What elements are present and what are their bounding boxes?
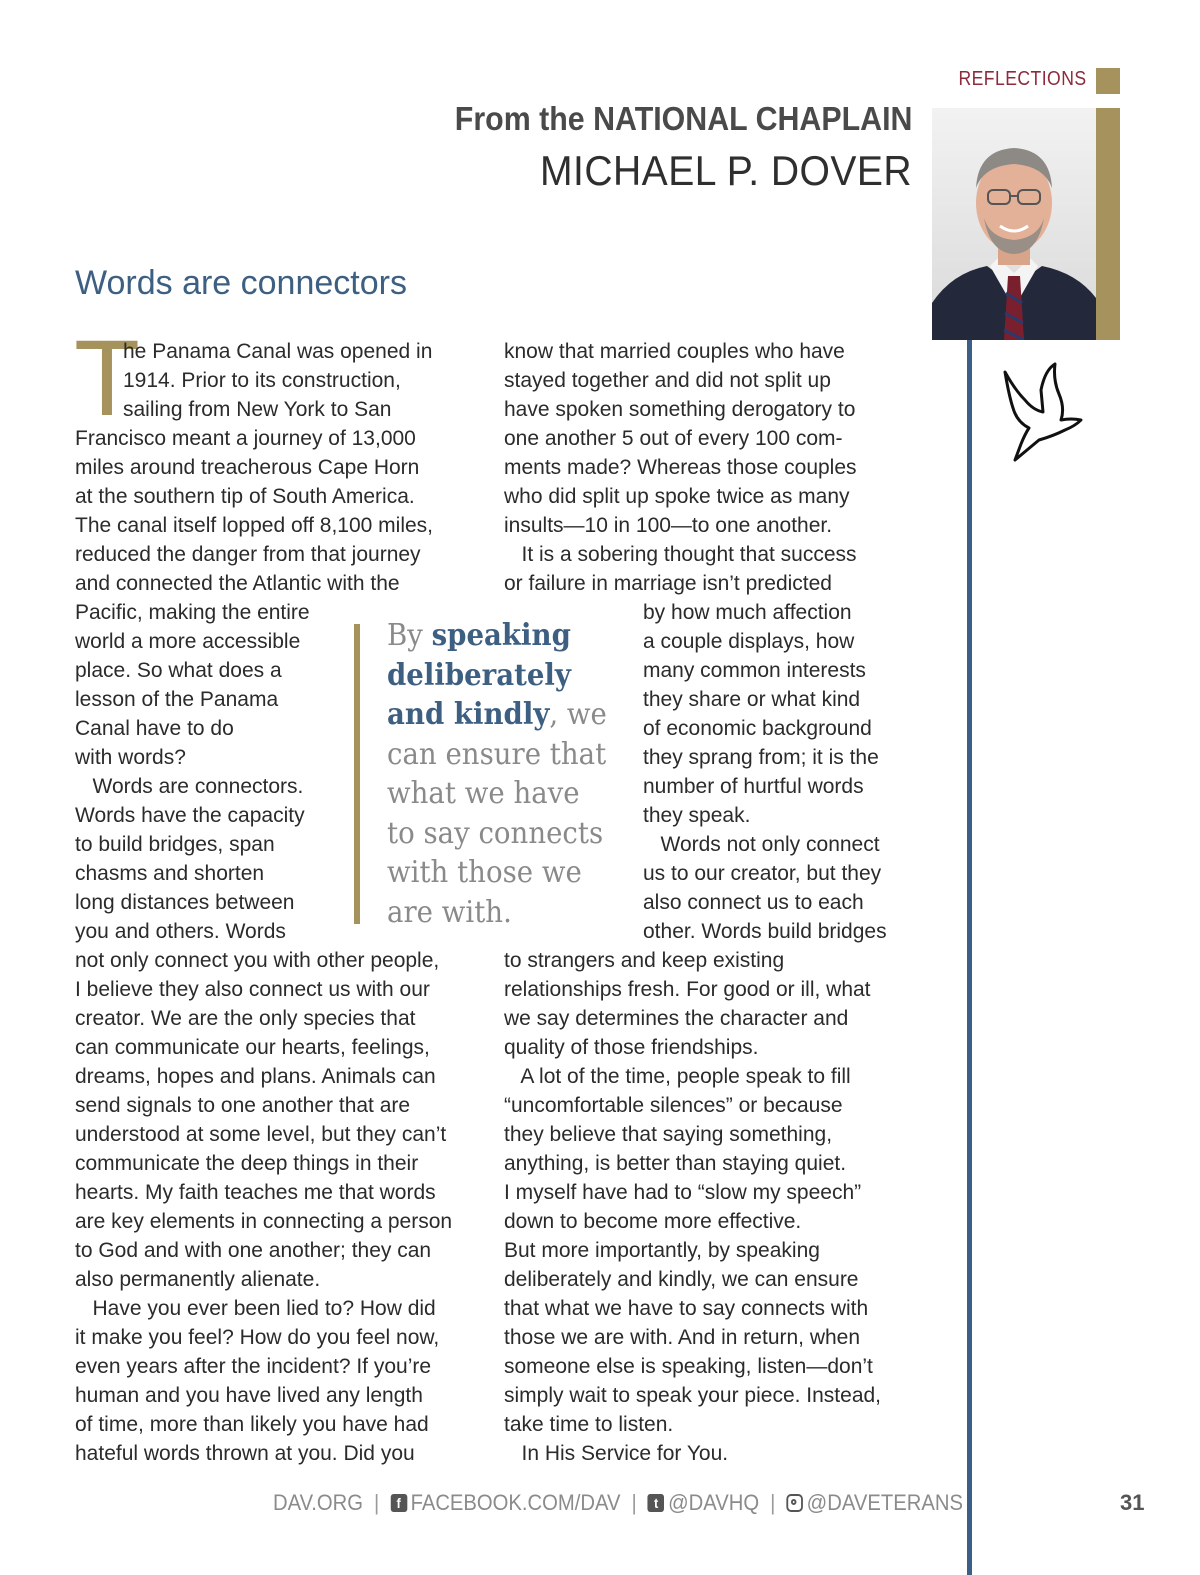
text-line: ments made? Whereas those couples xyxy=(504,456,857,479)
text-line: hateful words thrown at you. Did you xyxy=(75,1442,415,1465)
text-line: human and you have lived any length xyxy=(75,1384,423,1407)
text-line: who did split up spoke twice as many xyxy=(504,485,850,508)
text-line: A lot of the time, people speak to fill xyxy=(504,1065,851,1088)
text-line: someone else is speaking, listen—don’t xyxy=(504,1355,873,1378)
text-line: have spoken something derogatory to xyxy=(504,398,856,421)
text-line: 1914. Prior to its construction, xyxy=(123,369,401,392)
text-line: even years after the incident? If you’re xyxy=(75,1355,432,1378)
text-line: “uncomfortable silences” or because xyxy=(504,1094,843,1117)
text-line: they believe that saying something, xyxy=(504,1123,833,1146)
pull-quote-text: with those we xyxy=(387,855,582,890)
text-line: It is a sobering thought that success xyxy=(504,543,857,566)
section-marker xyxy=(1096,68,1120,94)
text-line: those we are with. And in return, when xyxy=(504,1326,861,1349)
text-line: us to our creator, but they xyxy=(643,862,882,885)
site-link[interactable]: DAV.ORG xyxy=(273,1490,363,1515)
text-line: by how much affection xyxy=(643,601,852,624)
text-line: dreams, hopes and plans. Animals can xyxy=(75,1065,436,1088)
text-line: hearts. My faith teaches me that words xyxy=(75,1181,436,1204)
text-line: lesson of the Panama xyxy=(75,688,279,711)
text-line: not only connect you with other people, xyxy=(75,949,440,972)
text-line: Words not only connect xyxy=(643,833,880,856)
text-line: Words are connectors. xyxy=(75,775,304,798)
text-line: you and others. Words xyxy=(75,920,286,943)
text-line: of time, more than likely you have had xyxy=(75,1413,429,1436)
text-line: insults—10 in 100—to one another. xyxy=(504,514,833,537)
footer-separator: | xyxy=(631,1490,637,1515)
text-line: with words? xyxy=(75,746,186,769)
text-line: The canal itself lopped off 8,100 miles, xyxy=(75,514,433,537)
instagram-link[interactable]: @DAVETERANS xyxy=(806,1490,963,1515)
text-line: chasms and shorten xyxy=(75,862,265,885)
text-line: sailing from New York to San xyxy=(123,398,392,421)
text-line: miles around treacherous Cape Horn xyxy=(75,456,420,479)
text-line: they speak. xyxy=(643,804,751,827)
twitter-link[interactable]: @DAVHQ xyxy=(668,1490,760,1515)
text-line: also connect us to each xyxy=(643,891,864,914)
pull-quote-text: , we xyxy=(549,697,607,732)
text-line: But more importantly, by speaking xyxy=(504,1239,820,1262)
footer-separator: | xyxy=(374,1490,380,1515)
pull-quote-emphasis: and kindly xyxy=(387,697,550,732)
text-line: Have you ever been lied to? How did xyxy=(75,1297,436,1320)
text-line: Words have the capacity xyxy=(75,804,305,827)
text-line: long distances between xyxy=(75,891,295,914)
accent-bar xyxy=(1096,108,1120,340)
pull-quote-text: By xyxy=(387,618,432,653)
text-line: world a more accessible xyxy=(75,630,301,653)
text-line: Francisco meant a journey of 13,000 xyxy=(75,427,416,450)
text-line: at the southern tip of South America. xyxy=(75,485,415,508)
dove-icon xyxy=(995,360,1085,470)
twitter-icon: t xyxy=(648,1494,665,1512)
page-number: 31 xyxy=(1120,1490,1145,1515)
vertical-rule xyxy=(967,340,972,1575)
text-line: deliberately and kindly, we can ensure xyxy=(504,1268,859,1291)
text-line: Canal have to do xyxy=(75,717,234,740)
text-line: creator. We are the only species that xyxy=(75,1007,416,1030)
text-line: they share or what kind xyxy=(643,688,861,711)
text-line: they sprang from; it is the xyxy=(643,746,879,769)
text-line: I believe they also connect us with our xyxy=(75,978,430,1001)
text-line: number of hurtful words xyxy=(643,775,864,798)
text-line: send signals to one another that are xyxy=(75,1094,411,1117)
text-line: take time to listen. xyxy=(504,1413,674,1436)
text-line: understood at some level, but they can’t xyxy=(75,1123,447,1146)
text-line: to strangers and keep existing xyxy=(504,949,785,972)
text-line: a couple displays, how xyxy=(643,630,855,653)
text-line: communicate the deep things in their xyxy=(75,1152,419,1175)
pull-quote-text: can ensure that xyxy=(387,736,607,772)
text-line: of economic background xyxy=(643,717,872,740)
pull-quote-text: to say connects xyxy=(387,815,604,851)
text-line: simply wait to speak your piece. Instead, xyxy=(504,1384,882,1407)
text-line: quality of those friendships. xyxy=(504,1036,759,1059)
text-line: other. Words build bridges xyxy=(643,920,887,943)
text-line: are key elements in connecting a person xyxy=(75,1210,453,1233)
facebook-icon: f xyxy=(390,1494,407,1512)
article-headline: Words are connectors xyxy=(75,264,407,302)
text-line: and connected the Atlantic with the xyxy=(75,572,400,595)
pull-quote-bar xyxy=(354,624,360,924)
text-line: many common interests xyxy=(643,659,866,682)
pull-quote xyxy=(387,616,637,932)
text-line: anything, is better than staying quiet. xyxy=(504,1152,847,1175)
text-line: reduced the danger from that journey xyxy=(75,543,421,566)
text-line: that what we have to say connects with xyxy=(504,1297,869,1320)
footer xyxy=(273,1490,963,1516)
text-line: I myself have had to “slow my speech” xyxy=(504,1181,862,1204)
text-line: one another 5 out of every 100 com- xyxy=(504,427,843,450)
text-line: he Panama Canal was opened in xyxy=(123,340,433,363)
text-line: to God and with one another; they can xyxy=(75,1239,432,1262)
facebook-link[interactable]: FACEBOOK.COM/DAV xyxy=(410,1490,621,1515)
text-line: In His Service for You. xyxy=(504,1442,729,1465)
text-line: relationships fresh. For good or ill, what xyxy=(504,978,871,1001)
pull-quote-text: are with. xyxy=(387,894,512,930)
footer-separator: | xyxy=(770,1490,776,1515)
text-line: to build bridges, span xyxy=(75,833,275,856)
text-line: place. So what does a xyxy=(75,659,282,682)
text-line: stayed together and did not split up xyxy=(504,369,831,392)
text-line: or failure in marriage isn’t predicted xyxy=(504,572,832,595)
author-photo xyxy=(932,108,1096,340)
text-line: Pacific, making the entire xyxy=(75,601,310,624)
section-label: REFLECTIONS xyxy=(958,68,1087,90)
pull-quote-emphasis: deliberately xyxy=(387,657,571,693)
text-line: down to become more effective. xyxy=(504,1210,802,1233)
pull-quote-emphasis: speaking xyxy=(431,618,571,653)
text-line: also permanently alienate. xyxy=(75,1268,321,1291)
header-title: From the NATIONAL CHAPLAIN xyxy=(454,100,912,137)
pull-quote-text: what we have xyxy=(387,776,580,811)
text-line: it make you feel? How do you feel now, xyxy=(75,1326,440,1349)
drop-cap: T xyxy=(74,317,140,438)
text-line: know that married couples who have xyxy=(504,340,845,363)
instagram-icon xyxy=(786,1494,803,1512)
text-line: can communicate our hearts, feelings, xyxy=(75,1036,430,1059)
author-name: MICHAEL P. DOVER xyxy=(539,147,912,194)
text-line: we say determines the character and xyxy=(504,1007,849,1030)
